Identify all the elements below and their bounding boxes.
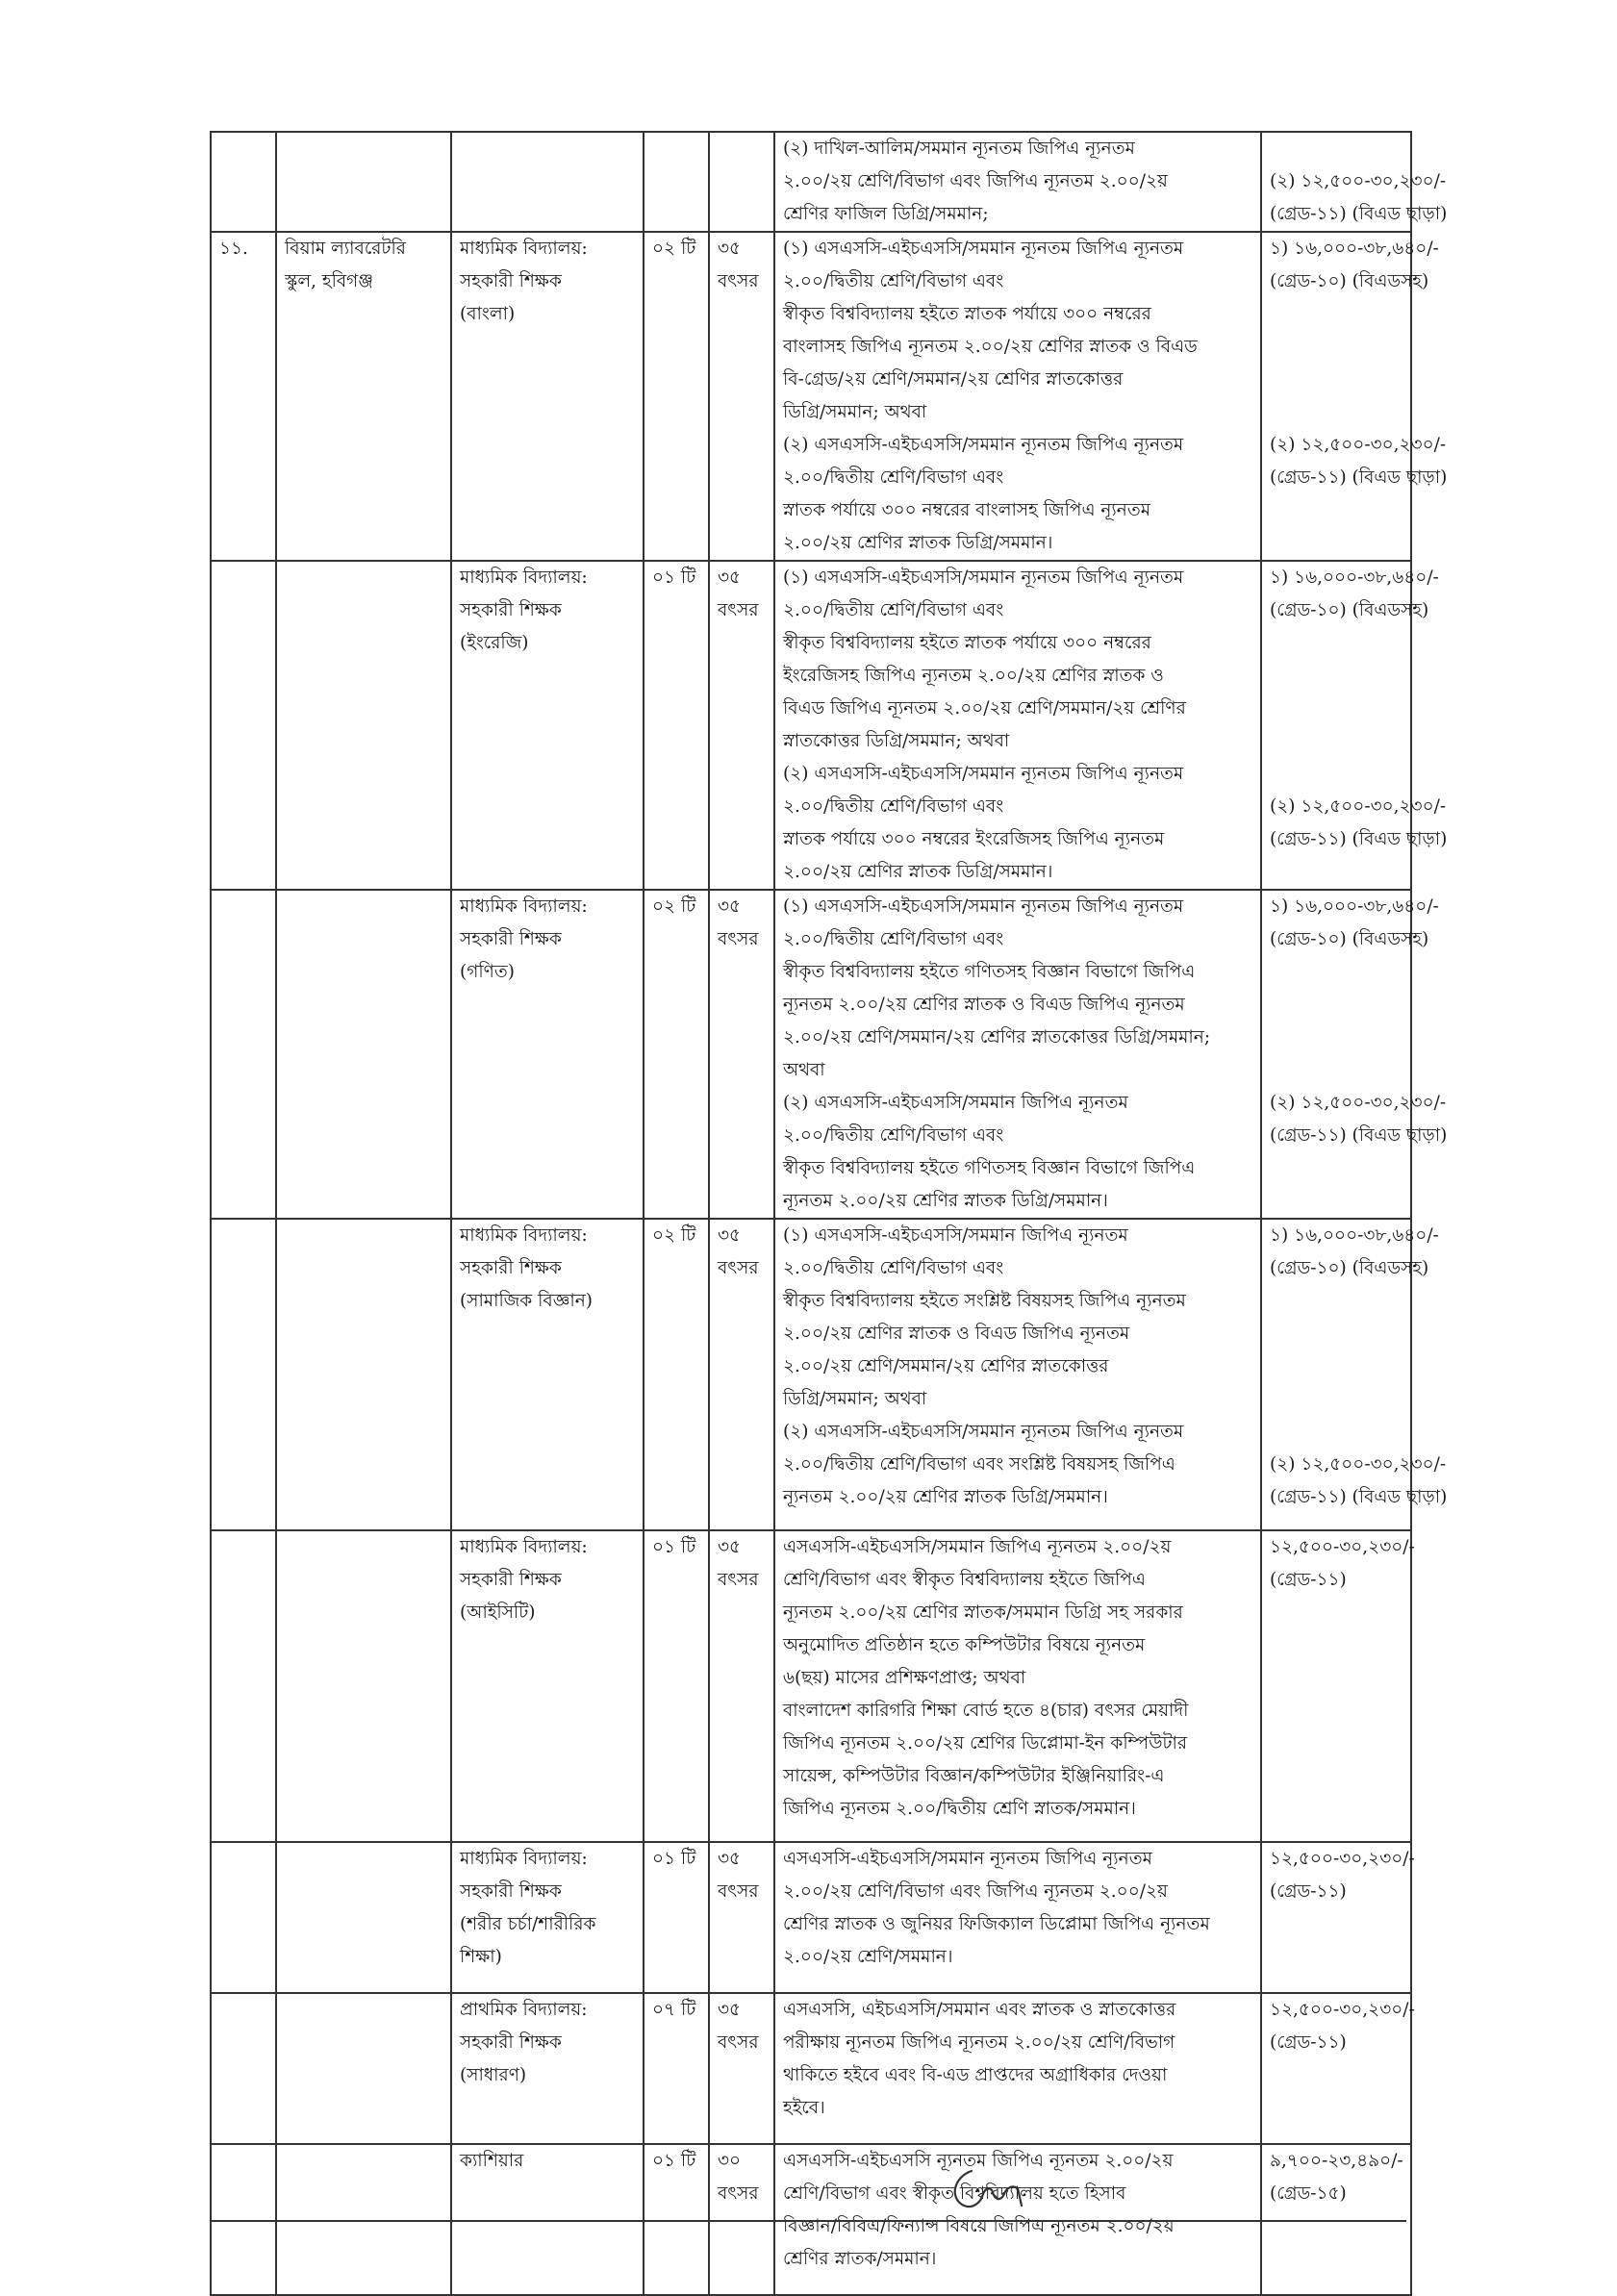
- pay-scale-spacer: [1270, 1022, 1402, 1054]
- qualification-line: শ্রেণির স্নাতক ও জুনিয়র ফিজিক্যাল ডিপ্লোমা জিপিএ ন্যূনতম: [783, 1914, 1210, 1934]
- serial-cell: [211, 1993, 276, 2144]
- post-name: (সামাজিক বিজ্ঞান): [460, 1291, 594, 1311]
- qualification-line: ২.০০/দ্বিতীয় শ্রেণি/বিভাগ এবং: [783, 1258, 1004, 1278]
- vacancy-count: ০১ টি: [652, 568, 696, 588]
- age-limit: ৩৫: [718, 896, 742, 917]
- pay-scale-cell: [1261, 890, 1448, 1219]
- age-limit: ৩৫: [718, 239, 742, 259]
- pay-scale-spacer: [1270, 725, 1402, 758]
- post-cell: [451, 132, 644, 232]
- age-limit: বৎসর: [718, 2032, 759, 2053]
- vacancy-count: ০২ টি: [652, 239, 696, 259]
- serial-cell: [211, 1530, 276, 1842]
- qualification-line: এসএসসি-এইচএসসি/সমমান জিপিএ ন্যূনতম ২.০০/২য়: [783, 1537, 1172, 1557]
- post-cell: [451, 1530, 644, 1842]
- age-limit: বৎসর: [718, 1881, 759, 1902]
- vacancy-count-cell: [644, 1842, 709, 1993]
- qualification-line: সায়েন্স, কম্পিউটার বিজ্ঞান/কম্পিউটার ইঞ্জিনিয়ারিং-এ: [783, 1766, 1165, 1786]
- post-name: সহকারী শিক্ষক: [460, 271, 562, 291]
- serial-cell: [211, 561, 276, 890]
- post-name: মাধ্যমিক বিদ্যালয়:: [460, 896, 588, 917]
- qualification-cell: [774, 132, 1261, 232]
- post-name: মাধ্যমিক বিদ্যালয়:: [460, 239, 588, 259]
- qualification-line: স্নাতক পর্যায়ে ৩০০ নম্বরের ইংরেজিসহ জিপিএ ন্যূনতম: [783, 829, 1165, 849]
- qualification-line: স্বীকৃত বিশ্ববিদ্যালয় হইতে সংশ্লিষ্ট বিষয়সহ জিপিএ ন্যূনতম: [783, 1291, 1186, 1311]
- serial-cell: [211, 1842, 276, 1993]
- qualification-cell: [774, 1219, 1261, 1530]
- qualification-line: (২) এসএসসি-এইচএসসি/সমমান জিপিএ ন্যূনতম: [783, 1093, 1128, 1113]
- age-limit: ৩০: [718, 2151, 742, 2171]
- age-limit-cell: [709, 1993, 774, 2144]
- post-name: (শরীর চর্চা/শারীরিক: [460, 1914, 596, 1934]
- age-limit: ৩৫: [718, 2000, 742, 2020]
- vacancy-count: ০২ টি: [652, 896, 696, 917]
- qualification-line: ২.০০/২য় শ্রেণি/সমমান।: [783, 1947, 953, 1967]
- qualification-line: জিপিএ ন্যূনতম ২.০০/দ্বিতীয় শ্রেণি স্নাতক/সমমান।: [783, 1799, 1136, 1819]
- post-cell: [451, 890, 644, 1219]
- pay-scale: ১২,৫০০-৩০,২৩০/-: [1270, 1849, 1415, 1869]
- pay-scale: (গ্রেড-১১) (বিএড ছাড়া): [1270, 1125, 1448, 1146]
- table-row: [211, 232, 1411, 561]
- handwritten-signature-icon: [943, 2159, 1058, 2217]
- qualification-line: শ্রেণির স্নাতক/সমমান।: [783, 2249, 937, 2269]
- post-name: সহকারী শিক্ষক: [460, 2032, 562, 2053]
- institution-cell: [276, 890, 451, 1219]
- qualification-line: বাংলাসহ জিপিএ ন্যূনতম ২.০০/২য় শ্রেণির স্নাতক ও বিএড: [783, 337, 1198, 357]
- vacancy-count: ০১ টি: [652, 1849, 696, 1869]
- qualification-cell: [774, 1993, 1261, 2144]
- table-body: [211, 132, 1448, 2295]
- post-name: মাধ্যমিক বিদ্যালয়:: [460, 1537, 588, 1557]
- qualification-line: ২.০০/২য় শ্রেণি/সমমান/২য় শ্রেণির স্নাতকোত্তর: [783, 1356, 1109, 1376]
- age-limit: ৩৫: [718, 1225, 742, 1246]
- qualification-line: স্নাতকোত্তর ডিগ্রি/সমমান; অথবা: [783, 731, 1010, 751]
- pay-scale: (২) ১২,৫০০-৩০,২৩০/-: [1270, 1093, 1447, 1113]
- vacancy-count-cell: [644, 1993, 709, 2144]
- qualification-cell: [774, 1530, 1261, 1842]
- institution-cell: [276, 232, 451, 561]
- pay-scale-spacer: [1270, 331, 1402, 364]
- pay-scale: ১২,৫০০-৩০,২৩০/-: [1270, 2000, 1415, 2020]
- pay-scale: (২) ১২,৫০০-৩০,২৩০/-: [1270, 171, 1447, 191]
- pay-scale: (গ্রেড-১০) (বিএডসহ): [1270, 600, 1429, 620]
- vacancy-count-cell: [644, 1530, 709, 1842]
- qualification-line: পরীক্ষায় ন্যূনতম জিপিএ ন্যূনতম ২.০০/২য় শ্রেণি/বিভাগ: [783, 2032, 1175, 2053]
- post-name: সহকারী শিক্ষক: [460, 1258, 562, 1278]
- post-name: মাধ্যমিক বিদ্যালয়:: [460, 1225, 588, 1246]
- pay-scale: (গ্রেড-১০) (বিএডসহ): [1270, 271, 1429, 291]
- institution-name: বিয়াম ল্যাবরেটরি: [285, 239, 406, 259]
- post-name: শিক্ষা): [460, 1947, 502, 1967]
- pay-scale: (গ্রেড-১১) (বিএড ছাড়া): [1270, 1487, 1448, 1507]
- pay-scale-spacer: [1270, 758, 1402, 791]
- vacancy-count: ০২ টি: [652, 1225, 696, 1246]
- pay-scale-cell: [1261, 1993, 1415, 2144]
- pay-scale-spacer: [1270, 693, 1402, 725]
- pay-scale: (২) ১২,৫০০-৩০,২৩০/-: [1270, 435, 1447, 455]
- qualification-line: স্বীকৃত বিশ্ববিদ্যালয় হইতে স্নাতক পর্যায়ে ৩০০ নম্বরের: [783, 304, 1151, 324]
- qualification-cell: [774, 232, 1261, 561]
- post-name: মাধ্যমিক বিদ্যালয়:: [460, 1849, 588, 1869]
- pay-scale: (গ্রেড-১৫): [1270, 2183, 1347, 2204]
- qualification-line: ২.০০/২য় শ্রেণি/সমমান/২য় শ্রেণির স্নাতকোত্তর ডিগ্রি/সমমান;: [783, 1027, 1211, 1047]
- qualification-line: ২.০০/দ্বিতীয় শ্রেণি/বিভাগ এবং: [783, 600, 1004, 620]
- post-cell: [451, 1219, 644, 1530]
- qualification-line: স্বীকৃত বিশ্ববিদ্যালয় হইতে গণিতসহ বিজ্ঞান বিভাগে জিপিএ: [783, 962, 1196, 982]
- post-name: সহকারী শিক্ষক: [460, 600, 562, 620]
- vacancy-count: ০৭ টি: [652, 2000, 696, 2020]
- pay-scale-spacer: [1270, 133, 1402, 165]
- pay-scale: ১) ১৬,০০০-৩৮,৬৪০/-: [1270, 896, 1439, 917]
- qualification-line: হইবে।: [783, 2098, 825, 2118]
- qualification-line: অনুমোদিত প্রতিষ্ঠান হতে কম্পিউটার বিষয়ে ন্যূনতম: [783, 1635, 1146, 1655]
- table-row: [211, 1219, 1411, 1530]
- age-limit-cell: [709, 1530, 774, 1842]
- post-name: (সাধারণ): [460, 2065, 527, 2085]
- qualification-line: (১) এসএসসি-এইচএসসি/সমমান জিপিএ ন্যূনতম: [783, 1225, 1128, 1246]
- pay-scale-spacer: [1270, 1285, 1402, 1318]
- pay-scale-spacer: [1270, 1054, 1402, 1087]
- vacancy-count: ০১ টি: [652, 1537, 696, 1557]
- vacancy-count-cell: [644, 561, 709, 890]
- post-cell: [451, 561, 644, 890]
- post-name: সহকারী শিক্ষক: [460, 1881, 562, 1902]
- pay-scale: (২) ১২,৫০০-৩০,২৩০/-: [1270, 1454, 1447, 1475]
- qualification-cell: [774, 1842, 1261, 1993]
- age-limit: বৎসর: [718, 929, 759, 949]
- qualification-line: ২.০০/দ্বিতীয় শ্রেণি/বিভাগ এবং: [783, 929, 1004, 949]
- qualification-line: বিএড জিপিএ ন্যূনতম ২.০০/২য় শ্রেণি/সমমান/২য় শ্রেণির: [783, 698, 1186, 719]
- pay-scale: (গ্রেড-১১) (বিএড ছাড়া): [1270, 204, 1448, 224]
- qualification-line: অথবা: [783, 1060, 825, 1080]
- qualification-line: (১) এসএসসি-এইচএসসি/সমমান ন্যূনতম জিপিএ ন্যূনতম: [783, 896, 1184, 917]
- table-row: [211, 1993, 1411, 2144]
- pay-scale-spacer: [1270, 627, 1402, 660]
- serial-cell: [211, 1219, 276, 1530]
- post-cell: [451, 1993, 644, 2144]
- vacancy-count-cell: [644, 890, 709, 1219]
- institution-cell: [276, 561, 451, 890]
- pay-scale-spacer: [1270, 1416, 1402, 1449]
- age-limit-cell: [709, 561, 774, 890]
- vacancy-count-cell: [644, 232, 709, 561]
- age-limit-cell: [709, 1842, 774, 1993]
- pay-scale: (গ্রেড-১০) (বিএডসহ): [1270, 1258, 1429, 1278]
- institution-cell: [276, 132, 451, 232]
- vacancy-count-cell: [644, 1219, 709, 1530]
- post-name: প্রাথমিক বিদ্যালয়:: [460, 2000, 588, 2020]
- pay-scale-spacer: [1270, 1383, 1402, 1416]
- age-limit: বৎসর: [718, 1258, 759, 1278]
- qualification-line: এসএসসি-এইচএসসি ন্যূনতম জিপিএ ন্যূনতম ২.০০/২য়: [783, 2151, 1174, 2171]
- pay-scale-spacer: [1270, 298, 1402, 331]
- age-limit: বৎসর: [718, 271, 759, 291]
- qualification-line: ন্যূনতম ২.০০/২য় শ্রেণির স্নাতক/সমমান ডিগ্রি সহ সরকার: [783, 1602, 1183, 1623]
- age-limit: ৩৫: [718, 1537, 742, 1557]
- vacancy-count-cell: [644, 132, 709, 232]
- qualification-line: (২) এসএসসি-এইচএসসি/সমমান ন্যূনতম জিপিএ ন্যূনতম: [783, 435, 1184, 455]
- qualification-cell: [774, 561, 1261, 890]
- serial-number: ১১.: [219, 239, 248, 259]
- post-cell: [451, 1842, 644, 1993]
- qualification-line: বি-গ্রেড/২য় শ্রেণি/সমমান/২য় শ্রেণির স্নাতকোত্তর: [783, 369, 1124, 390]
- serial-cell: [211, 232, 276, 561]
- qualification-line: ২.০০/দ্বিতীয় শ্রেণি/বিভাগ এবং: [783, 271, 1004, 291]
- qualification-line: ন্যূনতম ২.০০/২য় শ্রেণির স্নাতক ও বিএড জিপিএ ন্যূনতম: [783, 995, 1185, 1015]
- pay-scale: (গ্রেড-১১) (বিএড ছাড়া): [1270, 467, 1448, 488]
- age-limit: বৎসর: [718, 600, 759, 620]
- qualification-line: ডিগ্রি/সমমান; অথবা: [783, 1389, 927, 1409]
- pay-scale-spacer: [1270, 660, 1402, 693]
- pay-scale-cell: [1261, 1219, 1448, 1530]
- qualification-line: এসএসসি, এইচএসসি/সমমান এবং স্নাতক ও স্নাতকোত্তর: [783, 2000, 1176, 2020]
- pay-scale: ৯,৭০০-২৩,৪৯০/-: [1270, 2151, 1403, 2171]
- age-limit-cell: [709, 890, 774, 1219]
- qualification-line: ২.০০/দ্বিতীয় শ্রেণি/বিভাগ এবং: [783, 467, 1004, 488]
- post-name: সহকারী শিক্ষক: [460, 1570, 562, 1590]
- serial-cell: [211, 132, 276, 232]
- age-limit-cell: [709, 132, 774, 232]
- age-limit-cell: [709, 232, 774, 561]
- qualification-line: ২.০০/দ্বিতীয় শ্রেণি/বিভাগ এবং: [783, 1125, 1004, 1146]
- qualification-line: এসএসসি-এইচএসসি/সমমান ন্যূনতম জিপিএ ন্যূনতম: [783, 1849, 1152, 1869]
- vacancy-count: ০১ টি: [652, 2151, 696, 2171]
- age-limit-cell: [709, 1219, 774, 1530]
- qualification-line: ন্যূনতম ২.০০/২য় শ্রেণির স্নাতক ডিগ্রি/সমমান।: [783, 1487, 1108, 1507]
- pay-scale-cell: [1261, 132, 1448, 232]
- qualification-line: শ্রেণি/বিভাগ এবং স্বীকৃত বিশ্ববিদ্যালয় হইতে জিপিএ: [783, 1570, 1146, 1590]
- table-row: [211, 1842, 1411, 1993]
- table-row: [211, 1530, 1411, 1842]
- pay-scale-spacer: [1270, 956, 1402, 989]
- age-limit: ৩৫: [718, 1849, 742, 1869]
- qualification-line: (২) এসএসসি-এইচএসসি/সমমান ন্যূনতম জিপিএ ন্যূনতম: [783, 1422, 1184, 1442]
- pay-scale-spacer: [1270, 396, 1402, 429]
- qualification-line: স্নাতক পর্যায়ে ৩০০ নম্বরের বাংলাসহ জিপিএ ন্যূনতম: [783, 500, 1150, 520]
- institution-cell: [276, 1842, 451, 1993]
- table-row: [211, 561, 1411, 890]
- pay-scale-cell: [1261, 1530, 1415, 1842]
- pay-scale: (গ্রেড-১০) (বিএডসহ): [1270, 929, 1429, 949]
- pay-scale: (গ্রেড-১১): [1270, 1881, 1347, 1902]
- pay-scale: ১) ১৬,০০০-৩৮,৬৪০/-: [1270, 568, 1439, 588]
- table-row: [211, 132, 1411, 232]
- post-cell: [451, 232, 644, 561]
- institution-cell: [276, 1993, 451, 2144]
- qualification-line: ২.০০/দ্বিতীয় শ্রেণি/বিভাগ এবং সংশ্লিষ্ট বিষয়সহ জিপিএ: [783, 1454, 1175, 1475]
- qualification-line: (২) এসএসসি-এইচএসসি/সমমান ন্যূনতম জিপিএ ন্যূনতম: [783, 764, 1184, 784]
- recruitment-table: [210, 131, 1448, 2296]
- pay-scale: (গ্রেড-১১): [1270, 1570, 1347, 1590]
- pay-scale-spacer: [1270, 1350, 1402, 1383]
- qualification-line: (১) এসএসসি-এইচএসসি/সমমান ন্যূনতম জিপিএ ন্যূনতম: [783, 239, 1184, 259]
- pay-scale-spacer: [1270, 364, 1402, 396]
- pay-scale-cell: [1261, 232, 1448, 561]
- pay-scale-cell: [1261, 1842, 1415, 1993]
- qualification-line: থাকিতে হইবে এবং বি-এড প্রাপ্তদের অগ্রাধিকার দেওয়া: [783, 2065, 1168, 2085]
- qualification-cell: [774, 890, 1261, 1219]
- pay-scale: ১২,৫০০-৩০,২৩০/-: [1270, 1537, 1415, 1557]
- post-name: (আইসিটি): [460, 1602, 536, 1623]
- post-name: ক্যাশিয়ার: [460, 2151, 524, 2171]
- age-limit: ৩৫: [718, 568, 742, 588]
- post-name: মাধ্যমিক বিদ্যালয়:: [460, 568, 588, 588]
- post-name: সহকারী শিক্ষক: [460, 929, 562, 949]
- age-limit: বৎসর: [718, 2183, 759, 2204]
- qualification-line: স্বীকৃত বিশ্ববিদ্যালয় হইতে স্নাতক পর্যায়ে ৩০০ নম্বরের: [783, 633, 1151, 653]
- pay-scale-cell: [1261, 561, 1448, 890]
- qualification-line: বাংলাদেশ কারিগরি শিক্ষা বোর্ড হতে ৪(চার) বৎসর মেয়াদী: [783, 1701, 1189, 1721]
- qualification-line: (২) দাখিল-আলিম/সমমান ন্যূনতম জিপিএ ন্যূনতম: [783, 139, 1135, 159]
- qualification-line: ২.০০/২য় শ্রেণি/বিভাগ এবং জিপিএ ন্যূনতম ২.০০/২য়: [783, 171, 1168, 191]
- qualification-line: ২.০০/২য় শ্রেণির স্নাতক ডিগ্রি/সমমান।: [783, 533, 1053, 553]
- qualification-line: জিপিএ ন্যূনতম ২.০০/২য় শ্রেণির ডিপ্লোমা-ইন কম্পিউটার: [783, 1733, 1188, 1754]
- pay-scale: ১) ১৬,০০০-৩৮,৬৪০/-: [1270, 239, 1439, 259]
- table-bottom-border: [210, 2220, 1406, 2222]
- qualification-line: ২.০০/দ্বিতীয় শ্রেণি/বিভাগ এবং: [783, 796, 1004, 817]
- table-row: [211, 890, 1411, 1219]
- qualification-line: ২.০০/২য় শ্রেণি/বিভাগ এবং জিপিএ ন্যূনতম ২.০০/২য়: [783, 1881, 1168, 1902]
- institution-cell: [276, 1530, 451, 1842]
- pay-scale: (গ্রেড-১১): [1270, 2032, 1347, 2053]
- pay-scale: (গ্রেড-১১) (বিএড ছাড়া): [1270, 829, 1448, 849]
- post-name: (ইংরেজি): [460, 633, 529, 653]
- pay-scale-spacer: [1270, 989, 1402, 1022]
- pay-scale-spacer: [1270, 1318, 1402, 1350]
- post-name: (গণিত): [460, 962, 515, 982]
- qualification-line: ইংরেজিসহ জিপিএ ন্যূনতম ২.০০/২য় শ্রেণির স্নাতক ও: [783, 666, 1164, 686]
- pay-scale: ১) ১৬,০০০-৩৮,৬৪০/-: [1270, 1225, 1439, 1246]
- qualification-line: ন্যূনতম ২.০০/২য় শ্রেণির স্নাতক ডিগ্রি/সমমান।: [783, 1191, 1108, 1211]
- institution-name: স্কুল, হবিগঞ্জ: [285, 271, 374, 291]
- qualification-line: বিজ্ঞান/বিবিএ/ফিন্যান্স বিষয়ে জিপিএ ন্যূনতম ২.০০/২য়: [783, 2216, 1175, 2236]
- serial-cell: [211, 890, 276, 1219]
- post-name: (বাংলা): [460, 304, 516, 324]
- qualification-line: ২.০০/২য় শ্রেণির স্নাতক ডিগ্রি/সমমান।: [783, 862, 1053, 882]
- qualification-line: ৬(ছয়) মাসের প্রশিক্ষণপ্রাপ্ত; অথবা: [783, 1668, 1026, 1688]
- qualification-line: ডিগ্রি/সমমান; অথবা: [783, 402, 927, 422]
- qualification-line: শ্রেণি/বিভাগ এবং স্বীকৃত বিশ্ববিদ্যালয় হতে হিসাব: [783, 2183, 1126, 2204]
- age-limit: বৎসর: [718, 1570, 759, 1590]
- qualification-line: (১) এসএসসি-এইচএসসি/সমমান ন্যূনতম জিপিএ ন্যূনতম: [783, 568, 1184, 588]
- pay-scale: (২) ১২,৫০০-৩০,২৩০/-: [1270, 796, 1447, 817]
- qualification-line: স্বীকৃত বিশ্ববিদ্যালয় হইতে গণিতসহ বিজ্ঞান বিভাগে জিপিএ: [783, 1158, 1196, 1178]
- qualification-line: শ্রেণির ফাজিল ডিগ্রি/সমমান;: [783, 204, 989, 224]
- institution-cell: [276, 1219, 451, 1530]
- qualification-line: ২.০০/২য় শ্রেণির স্নাতক ও বিএড জিপিএ ন্যূনতম: [783, 1324, 1130, 1344]
